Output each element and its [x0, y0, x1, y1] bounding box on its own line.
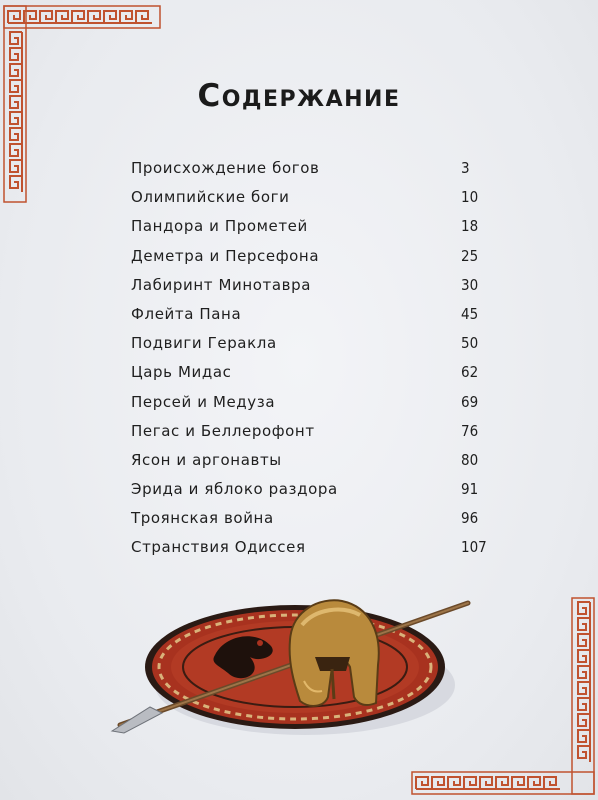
toc-entry-page: 62 — [461, 363, 479, 382]
table-of-contents — [131, 159, 501, 568]
page-title: Содержание — [197, 78, 401, 114]
toc-entry[interactable] — [131, 276, 501, 305]
toc-entry-title: Происхождение богов — [131, 159, 320, 177]
border-bottom-right — [412, 772, 594, 794]
toc-entry[interactable] — [131, 247, 501, 276]
border-right — [572, 598, 594, 794]
toc-entry-page: 10 — [461, 188, 479, 207]
toc-entry[interactable] — [131, 159, 501, 188]
toc-entry-title: Лабиринт Минотавра — [131, 275, 312, 294]
toc-entry[interactable] — [131, 393, 501, 422]
toc-entry-title: Подвиги Геракла — [131, 334, 277, 353]
toc-entry-page: 107 — [461, 538, 487, 557]
toc-entry[interactable] — [131, 188, 501, 217]
toc-entry-title: Деметра и Персефона — [131, 246, 320, 265]
toc-entry-title: Пегас и Беллерофонт — [131, 421, 315, 440]
toc-entry-page: 18 — [461, 217, 479, 236]
toc-entry-page: 80 — [461, 450, 479, 469]
toc-entry-title: Флейта Пана — [131, 304, 242, 323]
toc-entry-title: Эрида и яблоко раздора — [131, 480, 338, 499]
toc-entry[interactable] — [131, 217, 501, 246]
toc-entry[interactable] — [131, 480, 501, 509]
toc-entry-page: 76 — [461, 421, 479, 440]
toc-entry-title: Персей и Медуза — [131, 392, 276, 411]
toc-entry-page: 69 — [461, 392, 479, 411]
toc-entry[interactable] — [131, 538, 501, 567]
toc-entry[interactable] — [131, 334, 501, 363]
toc-entry[interactable] — [131, 305, 501, 334]
toc-entry-page: 30 — [461, 275, 479, 294]
toc-entry-page: 45 — [461, 304, 479, 323]
toc-entry-title: Ясон и аргонавты — [131, 450, 282, 469]
shield-helmet-spear-icon — [110, 585, 480, 745]
toc-entry[interactable] — [131, 422, 501, 451]
toc-entry-title: Олимпийские боги — [131, 188, 290, 207]
toc-entry-page: 91 — [461, 480, 479, 499]
toc-entry[interactable] — [131, 509, 501, 538]
toc-entry[interactable] — [131, 363, 501, 392]
toc-entry-page: 25 — [461, 246, 479, 265]
toc-entry-title: Пандора и Прометей — [131, 217, 308, 236]
border-top-left — [4, 6, 160, 28]
toc-entry[interactable] — [131, 451, 501, 480]
toc-entry-page: 3 — [461, 159, 470, 177]
toc-entry-title: Царь Мидас — [131, 363, 232, 382]
helmet — [290, 600, 379, 706]
toc-entry-title: Странствия Одиссея — [131, 538, 306, 557]
toc-entry-page: 50 — [461, 334, 479, 353]
toc-entry-title: Троянская война — [131, 509, 274, 528]
toc-entry-page: 96 — [461, 509, 479, 528]
